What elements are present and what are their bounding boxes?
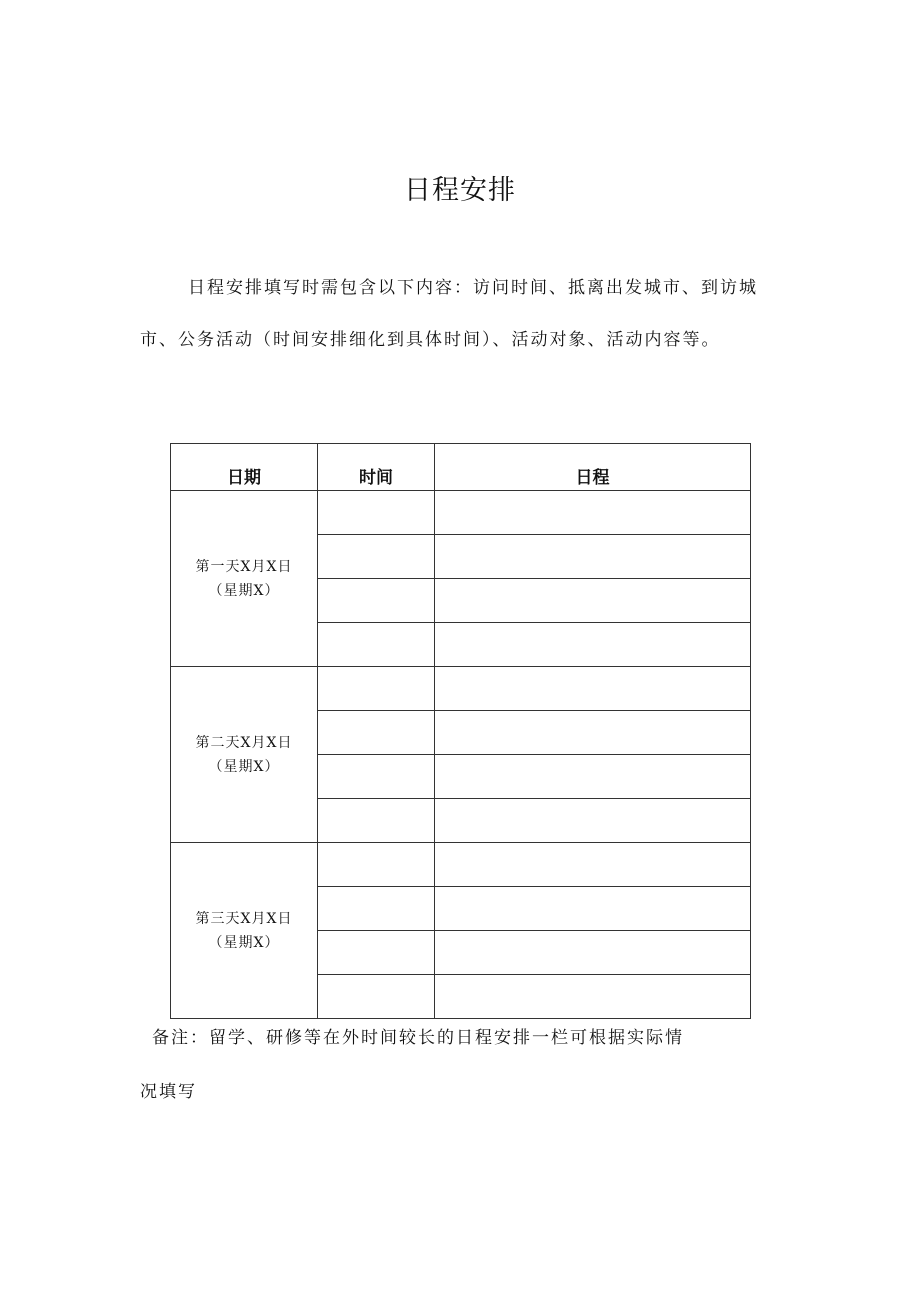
table-header-row — [171, 444, 751, 491]
schedule-cell[interactable] — [435, 491, 751, 535]
schedule-cell[interactable] — [435, 535, 751, 579]
time-cell[interactable] — [318, 931, 435, 975]
schedule-cell[interactable] — [435, 887, 751, 931]
time-cell[interactable] — [318, 843, 435, 887]
schedule-cell[interactable] — [435, 931, 751, 975]
schedule-table — [170, 443, 751, 1019]
time-cell[interactable] — [318, 711, 435, 755]
time-cell[interactable] — [318, 755, 435, 799]
table-row — [171, 491, 751, 535]
day-label: 第二天X月X日 — [195, 734, 293, 751]
note-line: 况填写 — [140, 1082, 197, 1102]
day-label: 第一天X月X日 — [195, 558, 293, 575]
note-line: 备注：留学、研修等在外时间较长的日程安排一栏可根据实际情 — [152, 1028, 684, 1048]
schedule-cell[interactable] — [435, 711, 751, 755]
schedule-cell[interactable] — [435, 623, 751, 667]
table-row — [171, 667, 751, 711]
time-cell[interactable] — [318, 887, 435, 931]
intro-paragraph: 日程安排填写时需包含以下内容：访问时间、抵离出发城市、到访城市、公务活动（时间安排细化到具体时间）、活动对象、活动内容等。 — [140, 278, 758, 350]
time-cell[interactable] — [318, 535, 435, 579]
day-label: 第三天X月X日 — [195, 910, 293, 927]
schedule-cell[interactable] — [435, 579, 751, 623]
time-cell[interactable] — [318, 667, 435, 711]
time-cell[interactable] — [318, 491, 435, 535]
time-cell[interactable] — [318, 799, 435, 843]
time-cell[interactable] — [318, 623, 435, 667]
schedule-cell[interactable] — [435, 799, 751, 843]
header-time: 时间 — [318, 444, 435, 491]
note-paragraph — [140, 1011, 780, 1119]
day-cell-2 — [171, 667, 318, 843]
weekday-label: （星期X） — [208, 582, 280, 599]
day-cell-3 — [171, 843, 318, 1019]
weekday-label: （星期X） — [208, 758, 280, 775]
schedule-cell[interactable] — [435, 843, 751, 887]
page-title: 日程安排 — [404, 175, 516, 206]
day-cell-1 — [171, 491, 318, 667]
weekday-label: （星期X） — [208, 934, 280, 951]
schedule-cell[interactable] — [435, 667, 751, 711]
header-schedule: 日程 — [435, 444, 751, 491]
time-cell[interactable] — [318, 579, 435, 623]
header-date: 日期 — [171, 444, 318, 491]
table-row — [171, 843, 751, 887]
schedule-cell[interactable] — [435, 755, 751, 799]
